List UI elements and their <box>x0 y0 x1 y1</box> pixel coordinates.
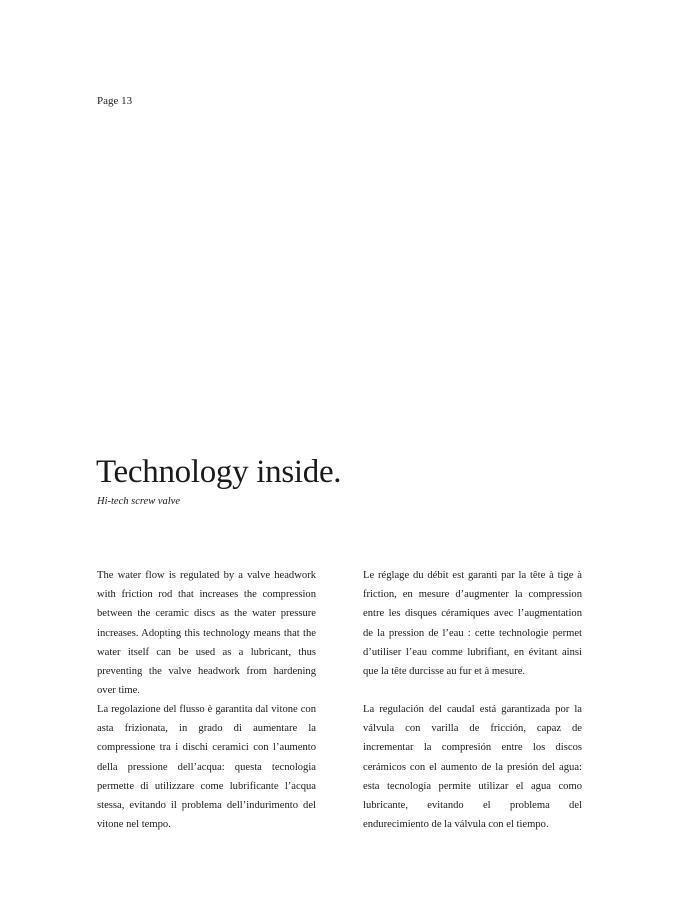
section-title: Technology inside. <box>96 454 342 490</box>
paragraph-italian: La regolazione del flusso è garantita dal vitone con asta frizionata, in grado di aumentare la compressione tra i dischi ceramici con l’aumento della pressione dell’acqua: questa tecnologia permette di utilizzare come lubrificante l’acqua stessa, evitando il problema dell’indurimento del vitone nel tempo. <box>97 704 316 831</box>
paragraph-french: Le réglage du débit est garanti par la tête à tige à friction, en mesure d’augmenter la compression entre les disques céramiques avec l’augmentation de la pression de l’eau : cette technologie permet d’utiliser l’eau comme lubrifiant, en évitant ainsi que la tête durcisse au fur et à mesure. <box>363 570 582 678</box>
page-number: Page 13 <box>97 95 133 107</box>
paragraph-english: The water flow is regulated by a valve headwork with friction rod that increases the compression between the ceramic discs as the water pressure increases. Adopting this technology means that the water itself can be used as a lubricant, thus preventing the valve headwork from hardening over time. <box>97 570 316 697</box>
paragraph-spanish: La regulación del caudal está garantizada por la válvula con varilla de fricción, capaz de incrementar la compresión entre los discos cerámicos con el aumento de la presión del agua: esta tecnología permite utilizar el agua como lubricante, evitando el problema del endurecimiento de la válvula con el tiempo. <box>363 704 582 831</box>
section-subtitle: Hi-tech screw valve <box>97 496 180 507</box>
